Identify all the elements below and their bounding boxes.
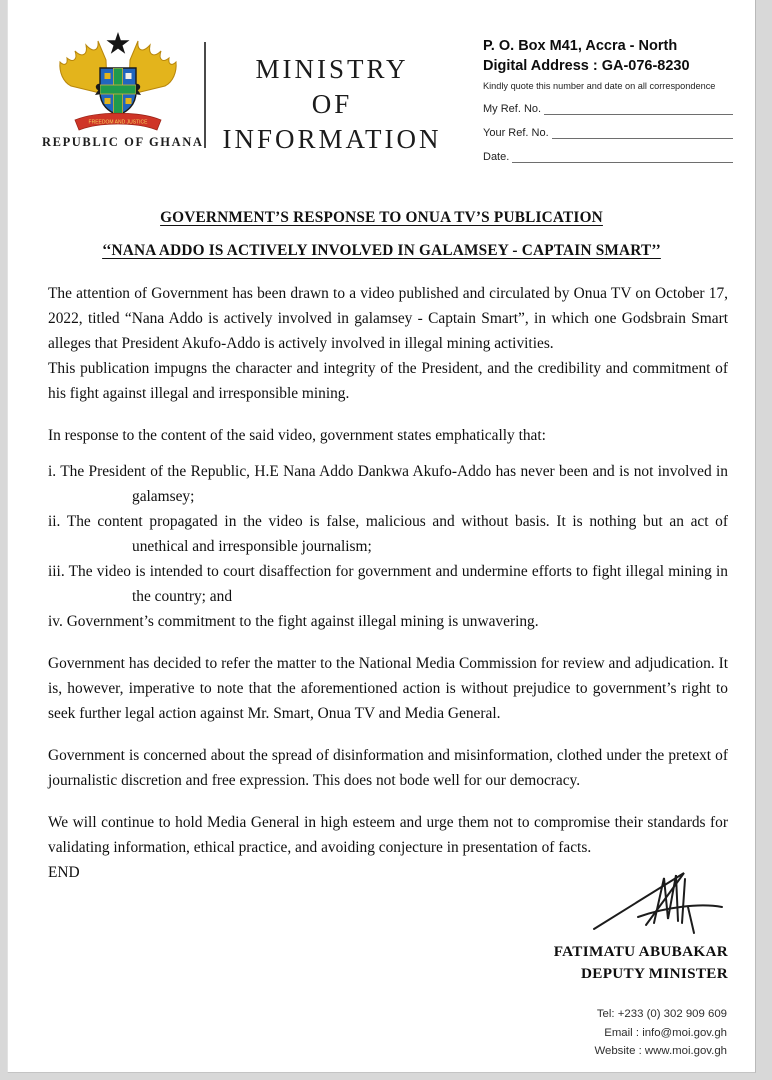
list-marker-iii: iii. bbox=[48, 562, 65, 580]
list-item-ii bbox=[48, 509, 728, 559]
your-ref-field bbox=[483, 127, 733, 139]
signatory-name: FATIMATU ABUBAKAR bbox=[553, 942, 728, 960]
ministry-line-1: MINISTRY bbox=[255, 54, 409, 84]
letter-body bbox=[8, 281, 755, 885]
list-text-i: The President of the Republic, H.E Nana Addo Dankwa Akufo-Addo has never been and is not involved in galamsey; bbox=[60, 462, 728, 505]
website-line: Website : www.moi.gov.gh bbox=[594, 1044, 727, 1057]
para-publication-impugns: This publication impugns the character and integrity of the President, and the credibility and commitment of his fight against illegal and irresponsible mining. bbox=[48, 359, 728, 402]
letterhead-divider bbox=[204, 42, 206, 148]
list-item-iv bbox=[48, 609, 728, 634]
correspondence-note: Kindly quote this number and date on all correspondence bbox=[483, 80, 716, 91]
list-item-i bbox=[48, 459, 728, 509]
tel-line: Tel: +233 (0) 302 909 609 bbox=[596, 1008, 727, 1021]
list-marker-iv: iv. bbox=[48, 612, 63, 630]
contact-footer bbox=[594, 1005, 727, 1060]
date-label: Date. bbox=[483, 150, 510, 163]
numbered-list bbox=[48, 459, 728, 634]
list-marker-ii: ii. bbox=[48, 512, 61, 530]
signature-block bbox=[8, 865, 755, 985]
document-title bbox=[8, 209, 755, 260]
my-ref-blank-line bbox=[544, 103, 733, 115]
ministry-line-3: INFORMATION bbox=[222, 124, 442, 155]
date-blank-line bbox=[512, 151, 733, 163]
para-attention: The attention of Government has been drawn to a video published and circulated by Onua TV on October 17, 2022, titled “Nana Addo is actively involved in galamsey - Captain Smart”, in which one Godsbrain Smart alleges that President Akufo-Addo is actively involved in illegal mining activities. bbox=[48, 284, 728, 352]
document-page bbox=[7, 0, 756, 1073]
ministry-line-2: OF bbox=[311, 89, 353, 120]
title-line-2: ‘‘NANA ADDO IS ACTIVELY INVOLVED IN GALAMSEY - CAPTAIN SMART’’ bbox=[102, 241, 661, 259]
date-field bbox=[483, 151, 733, 163]
email-line: Email : info@moi.gov.gh bbox=[604, 1026, 727, 1039]
title-line-1: GOVERNMENT’S RESPONSE TO ONUA TV’S PUBLICATION bbox=[160, 208, 603, 226]
your-ref-label: Your Ref. No. bbox=[483, 126, 549, 139]
list-text-ii: The content propagated in the video is false, malicious and without basis. It is nothing but an act of unethical and irresponsible journalism; bbox=[66, 512, 729, 555]
address-block bbox=[483, 32, 733, 175]
ministry-name bbox=[214, 32, 450, 175]
coat-of-arms bbox=[42, 32, 204, 175]
para-disinformation: Government is concerned about the spread of disinformation and misinformation, clothed under the pretext of journalistic discretion and free expression. This does not bode well for our democracy. bbox=[48, 746, 728, 789]
letterhead bbox=[8, 0, 755, 175]
list-text-iii: The video is intended to court disaffection for government and undermine efforts to fight illegal mining in the country; and bbox=[68, 562, 728, 605]
your-ref-blank-line bbox=[552, 127, 733, 139]
para-in-response: In response to the content of the said video, government states emphatically that: bbox=[48, 426, 546, 444]
end-label: END bbox=[48, 863, 80, 881]
list-item-iii bbox=[48, 559, 728, 609]
para-national-media-commission: Government has decided to refer the matter to the National Media Commission for review and adjudication. It is, however, imperative to note that the aforementioned action is without prejudice to government’s right to seek further legal action against Mr. Smart, Onua TV and Media General. bbox=[48, 654, 728, 722]
list-marker-i: i. bbox=[48, 462, 57, 480]
signatory-title: DEPUTY MINISTER bbox=[581, 964, 728, 982]
arms-motto-text: FREEDOM AND JUSTICE bbox=[88, 119, 148, 126]
po-box-line: P. O. Box M41, Accra - North bbox=[483, 38, 678, 54]
my-ref-field bbox=[483, 103, 733, 115]
republic-caption: REPUBLIC OF GHANA bbox=[42, 135, 204, 149]
list-text-iv: Government’s commitment to the fight against illegal mining is unwavering. bbox=[66, 612, 539, 630]
signature-scribble-icon bbox=[588, 865, 728, 941]
para-media-general: We will continue to hold Media General in high esteem and urge them not to compromise their standards for validating information, ethical practice, and avoiding conjecture in presentation of facts. bbox=[48, 813, 728, 856]
digital-address-line: Digital Address : GA-076-8230 bbox=[483, 58, 690, 75]
my-ref-label: My Ref. No. bbox=[483, 102, 542, 115]
ghana-coat-of-arms-icon bbox=[57, 32, 179, 134]
